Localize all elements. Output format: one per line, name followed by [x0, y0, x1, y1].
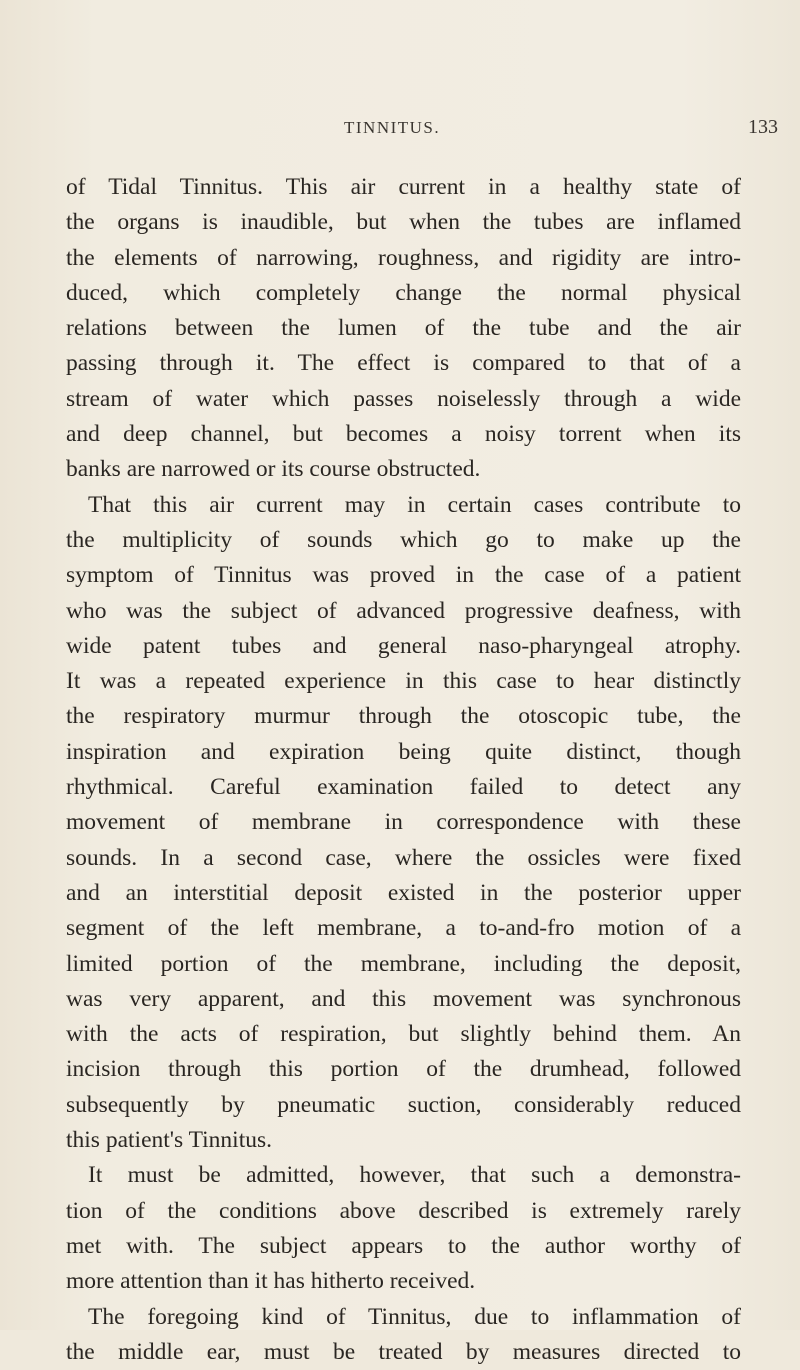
text-line: the organs is inaudible, but when the tubes are inflamed [66, 209, 741, 236]
text-line: who was the subject of advanced progressive deafness, with [66, 597, 741, 624]
text-line: wide patent tubes and general naso-pharyngeal atrophy. [66, 632, 741, 659]
running-title: TINNITUS. [344, 118, 441, 137]
text-line: subsequently by pneumatic suction, considerably reduced [66, 1091, 741, 1118]
text-line: tion of the conditions above described is extremely rarely [66, 1197, 741, 1224]
text-line: the multiplicity of sounds which go to make up the [66, 526, 741, 553]
text-line: this patient's Tinnitus. [66, 1127, 272, 1154]
text-line: It was a repeated experience in this case to hear distinctly [66, 668, 741, 695]
text-line: inspiration and expiration being quite distinct, though [66, 738, 741, 765]
text-line: symptom of Tinnitus was proved in the case of a patient [66, 562, 741, 589]
text-line: banks are narrowed or its course obstructed. [66, 456, 481, 483]
text-line: and deep channel, but becomes a noisy torrent when its [66, 421, 741, 448]
text-line: sounds. In a second case, where the ossicles were fixed [66, 844, 741, 871]
text-line: met with. The subject appears to the author worthy of [66, 1232, 741, 1259]
text-line: of Tidal Tinnitus. This air current in a healthy state of [66, 174, 741, 200]
text-line: The foregoing kind of Tinnitus, due to inflammation of [88, 1303, 741, 1330]
text-line: more attention than it has hitherto received. [66, 1268, 476, 1295]
text-line: That this air current may in certain cases contribute to [88, 491, 741, 518]
text-line: passing through it. The effect is compared to that of a [66, 350, 741, 377]
text-line: duced, which completely change the normal physical [66, 279, 741, 306]
text-line: rhythmical. Careful examination failed to detect any [66, 774, 741, 801]
text-line: segment of the left membrane, a to-and-fro motion of a [66, 915, 741, 942]
page-number: 133 [748, 116, 778, 138]
text-line: movement of membrane in correspondence with these [66, 809, 741, 836]
text-line: relations between the lumen of the tube and the air [66, 315, 741, 342]
text-line: the middle ear, must be treated by measures directed to [66, 1338, 741, 1365]
text-line: and an interstitial deposit existed in the posterior upper [66, 879, 741, 906]
body-text [66, 170, 741, 1370]
text-line: It must be admitted, however, that such a demonstra- [88, 1162, 741, 1189]
text-line: was very apparent, and this movement was synchronous [66, 985, 741, 1012]
text-line: limited portion of the membrane, including the deposit, [66, 950, 741, 977]
text-line: stream of water which passes noiselessly through a wide [66, 385, 741, 412]
text-line: the respiratory murmur through the otoscopic tube, the [66, 703, 741, 730]
text-line: the elements of narrowing, roughness, and rigidity are intro- [66, 244, 741, 271]
text-line: incision through this portion of the drumhead, followed [66, 1056, 741, 1083]
text-line: with the acts of respiration, but slightly behind them. An [66, 1021, 741, 1048]
running-header [0, 118, 800, 148]
